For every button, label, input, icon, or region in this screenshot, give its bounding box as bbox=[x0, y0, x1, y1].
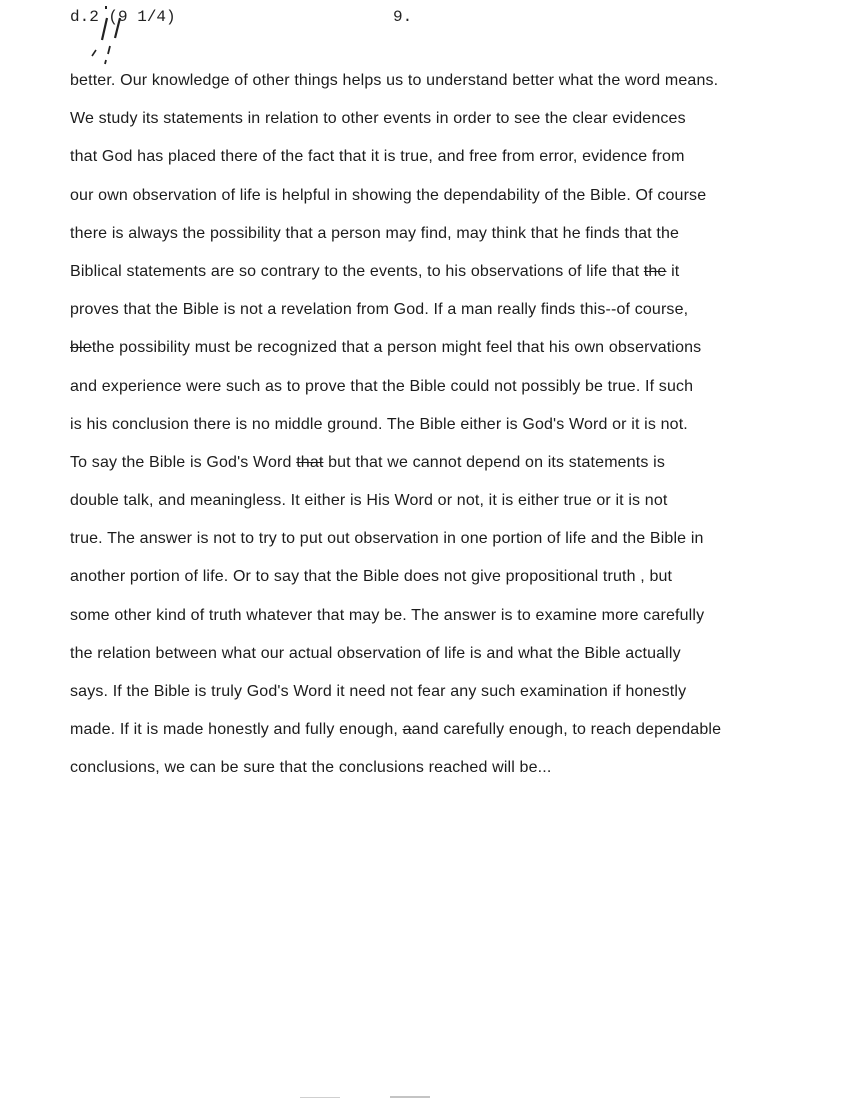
line-text: another portion of life. Or to say that the Bible does not give propositional truth , but bbox=[70, 568, 673, 586]
struck-text: the bbox=[643, 262, 667, 280]
text-line bbox=[70, 100, 840, 138]
body-paragraph bbox=[70, 62, 840, 788]
page-number: 9. bbox=[393, 8, 413, 26]
line-text: the relation between what our actual observation of life is and what the Bible actually bbox=[70, 644, 681, 662]
struck-text: ble bbox=[70, 339, 92, 357]
line-text: better. Our knowledge of other things helps us to understand better what the word means. bbox=[70, 72, 719, 89]
text-line bbox=[70, 520, 840, 558]
line-text: and experience were such as to prove that the Bible could not possibly be true. If such bbox=[70, 377, 694, 395]
line-text: but that we cannot depend on its statements is bbox=[323, 453, 665, 471]
text-line bbox=[70, 253, 840, 291]
text-line bbox=[70, 368, 840, 406]
text-line bbox=[70, 711, 840, 749]
line-text: made. If it is made honestly and fully enough, bbox=[70, 721, 403, 739]
line-text: it bbox=[666, 262, 680, 280]
text-line bbox=[70, 177, 840, 215]
line-text: and carefully enough, to reach dependable bbox=[411, 721, 722, 739]
text-line bbox=[70, 62, 840, 100]
line-text: true. The answer is not to try to put out observation in one portion of life and the Bible in bbox=[70, 530, 704, 548]
text-line bbox=[70, 406, 840, 444]
line-text: that God has placed there of the fact that it is true, and free from error, evidence from bbox=[70, 148, 685, 166]
struck-text: a bbox=[402, 721, 412, 739]
text-line bbox=[70, 444, 840, 482]
text-line bbox=[70, 673, 840, 711]
text-line bbox=[70, 138, 840, 176]
struck-text: that bbox=[296, 453, 324, 471]
line-text: conclusions, we can be sure that the conclusions reached will be... bbox=[70, 759, 552, 777]
scan-smudge-drawing bbox=[300, 1096, 450, 1099]
text-line bbox=[70, 215, 840, 253]
text-line bbox=[70, 635, 840, 673]
text-line bbox=[70, 291, 840, 329]
line-text: the possibility must be recognized that a person might feel that his own observations bbox=[91, 339, 702, 357]
line-text: is his conclusion there is no middle ground. The Bible either is God's Word or it is not. bbox=[70, 415, 688, 433]
line-text: says. If the Bible is truly God's Word it need not fear any such examination if honestly bbox=[70, 683, 687, 700]
document-reference: d.2 (9 1/4) bbox=[70, 8, 176, 26]
text-line bbox=[70, 482, 840, 520]
line-text: We study its statements in relation to other events in order to see the clear evidences bbox=[70, 110, 686, 128]
text-line bbox=[70, 749, 840, 787]
line-text: To say the Bible is God's Word bbox=[70, 453, 297, 471]
line-text: some other kind of truth whatever that may be. The answer is to examine more carefully bbox=[70, 606, 705, 624]
line-text: double talk, and meaningless. It either is His Word or not, it is either true or it is not bbox=[70, 492, 668, 510]
text-line bbox=[70, 597, 840, 635]
line-text: our own observation of life is helpful in showing the dependability of the Bible. Of course bbox=[70, 186, 707, 204]
text-line bbox=[70, 558, 840, 596]
line-text: proves that the Bible is not a revelation from God. If a man really finds this--of course, bbox=[70, 301, 689, 319]
line-text: there is always the possibility that a person may find, may think that he finds that the bbox=[70, 224, 680, 242]
line-text: Biblical statements are so contrary to the events, to his observations of life that bbox=[70, 262, 644, 280]
text-line bbox=[70, 329, 840, 367]
